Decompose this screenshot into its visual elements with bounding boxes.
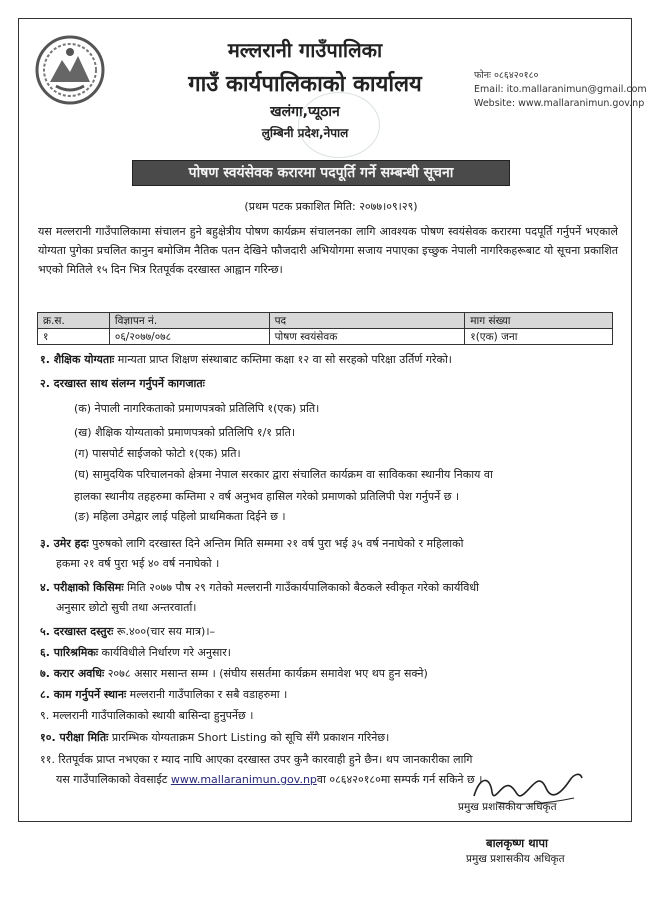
col-header-position: पद <box>269 313 465 329</box>
table-header-row <box>38 313 613 329</box>
signature-caption: प्रमुख प्रशासकीय अधिकृत <box>458 801 557 813</box>
office-province: लुम्बिनी प्रदेश,नेपाल <box>261 126 349 140</box>
cell-position: पोषण स्वयंसेवक <box>269 329 465 345</box>
item-5-fee: ५. दरखास्त दस्तुरः रू.४००(चार सय मात्र)।– <box>40 625 215 638</box>
contact-email: Email: ito.mallaranimun@gmail.com <box>474 84 647 95</box>
list-item: (क) नेपाली नागरिकताको प्रमाणपत्रको प्रतिलिपि १(एक) प्रति। <box>74 402 320 415</box>
item-3-age-limit-cont: हकमा २१ वर्ष पुरा भई ४० वर्ष ननाघेको । <box>56 557 220 570</box>
signatory-title: प्रमुख प्रशासकीय अधिकृत <box>466 853 565 865</box>
item-10-exam-date: १०. परीक्षा मितिः प्रारम्भिक योग्यताक्रम Short Listing को सूचि सँगै प्रकाशन गरिनेछ। <box>40 731 390 744</box>
col-header-ad-number: विज्ञापन नं. <box>109 313 269 329</box>
list-item: (ख) शैक्षिक योग्यताको प्रमाणपत्रको प्रतिलिपि १/१ प्रति। <box>74 426 296 439</box>
org-name: मल्लरानी गाउँपालिका <box>227 38 383 62</box>
list-item: (ग) पासपोर्ट साईजको फोटो १(एक) प्रति। <box>74 447 241 460</box>
item-3-age-limit: ३. उमेर हदः पुरुषको लागि दरखास्त दिने अन्तिम मिति सम्ममा २१ वर्ष पुरा भई ३५ वर्ष ननाघेको र महिलाको <box>40 537 464 550</box>
list-item: (ङ) महिला उमेद्वार लाई पहिलो प्राथमिकता दिईने छ । <box>74 510 286 523</box>
nepal-emblem-icon <box>34 34 106 106</box>
cell-serial: १ <box>38 329 110 345</box>
item-1-qualification: १. शैक्षिक योग्यताः मान्यता प्राप्त शिक्षण संस्थाबाट कम्तिमा कक्षा १२ वा सो सरहको परिक्षा उर्तिर्ण गरेको। <box>40 353 452 366</box>
item-2-documents: २. दरखास्त साथ संलग्न गर्नुपर्ने कागजातः <box>40 377 205 390</box>
signatory-name: बालकृष्ण थापा <box>486 836 549 850</box>
col-header-demand: माग संख्या <box>465 313 613 329</box>
cell-ad-number: ०६/२०७७/०७८ <box>109 329 269 345</box>
notice-title: पोषण स्वयंसेवक करारमा पदपूर्ति गर्ने सम्बन्धी सूचना <box>132 160 510 186</box>
col-header-serial: क्र.स. <box>38 313 110 329</box>
item-11-info: ११. रितपूर्वक प्राप्त नभएका र म्याद नाघि आएका दरखास्त उपर कुनै कारवाही हुने छैन। थप जानकारीका लागि <box>40 753 473 766</box>
contact-phone: फोनः ०८६४२०१८० <box>474 70 539 81</box>
contact-website: Website: www.mallaranimun.gov.np <box>474 98 645 109</box>
notice-intro: यस मल्लरानी गाउँपालिकामा संचालन हुने बहुक्षेत्रीय पोषण कार्यक्रम संचालनका लागि आवश्यक पोषण स्वयंसेवक करारमा पदपूर्ति गर्नुपर्ने भएकाले योग्यता पुगेका प्रचलित कानुन बमोजिम नैतिक पतन देखिने फौजदारी अभियोगमा सजाय नपाएका इच्छुक नेपाली नागरिकहरूबाट यो सूचना प्रकाशित भएको मितिले १५ दिन भित्र रितपूर्वक दरखास्त आह्वान गरिन्छ। <box>38 225 618 276</box>
item-4-exam-type: ४. परीक्षाको किसिमः मिति २०७७ पौष २९ गतेको मल्लरानी गाउँकार्यपालिकाको बैठकले स्वीकृत गरेको कार्यविधी <box>40 581 479 594</box>
item-7-contract-period: ७. करार अवधिः २०७८ असार मसान्त सम्म । (संघीय ससर्तमा कार्यक्रम समावेश भए थप हुन सक्ने) <box>40 667 428 680</box>
table-row <box>38 329 613 345</box>
list-item: (घ) सामुदयिक परिचालनको क्षेत्रमा नेपाल सरकार द्वारा संचालित कार्यक्रम वा साविकका स्थानीय निकाय वा <box>74 468 493 481</box>
cell-demand: १(एक) जना <box>465 329 613 345</box>
office-name: गाउँ कार्यपालिकाको कार्यालय <box>188 72 422 97</box>
website-link[interactable]: www.mallaranimun.gov.np <box>170 773 317 786</box>
item-4-exam-type-cont: अनुसार छोटो सुची तथा अन्तरवार्ता। <box>56 601 197 614</box>
item-8-workplace: ८. काम गर्नुपर्ने स्थानः मल्लरानी गाउँपालिका र सबै वडाहरुमा । <box>40 688 288 701</box>
office-location: खलंगा,प्यूठान <box>270 104 340 120</box>
item-6-remuneration: ६. पारिश्रमिकः कार्यविधीले निर्धारण गरे अनुसार। <box>40 646 231 659</box>
list-item: हालका स्थानीय तहहरुमा कम्तिमा २ वर्ष अनुभव हासिल गरेको प्रमाणको प्रतिलिपी पेश गर्नुपर्ने छ । <box>74 490 460 503</box>
vacancy-table <box>37 312 613 345</box>
published-date: (प्रथम पटक प्रकाशित मिति: २०७७।०९।२९) <box>244 200 418 213</box>
item-11-info-cont: यस गाउँपालिकाको वेवसाईट www.mallaranimun.gov.npवा ०८६४२०१८०मा सम्पर्क गर्न सकिने छ । <box>56 773 483 786</box>
office-stamp-mark <box>298 92 380 158</box>
item-9-residency: ९. मल्लरानी गाउँपालिकाको स्थायी बासिन्दा हुनुपर्नेछ । <box>40 709 254 722</box>
